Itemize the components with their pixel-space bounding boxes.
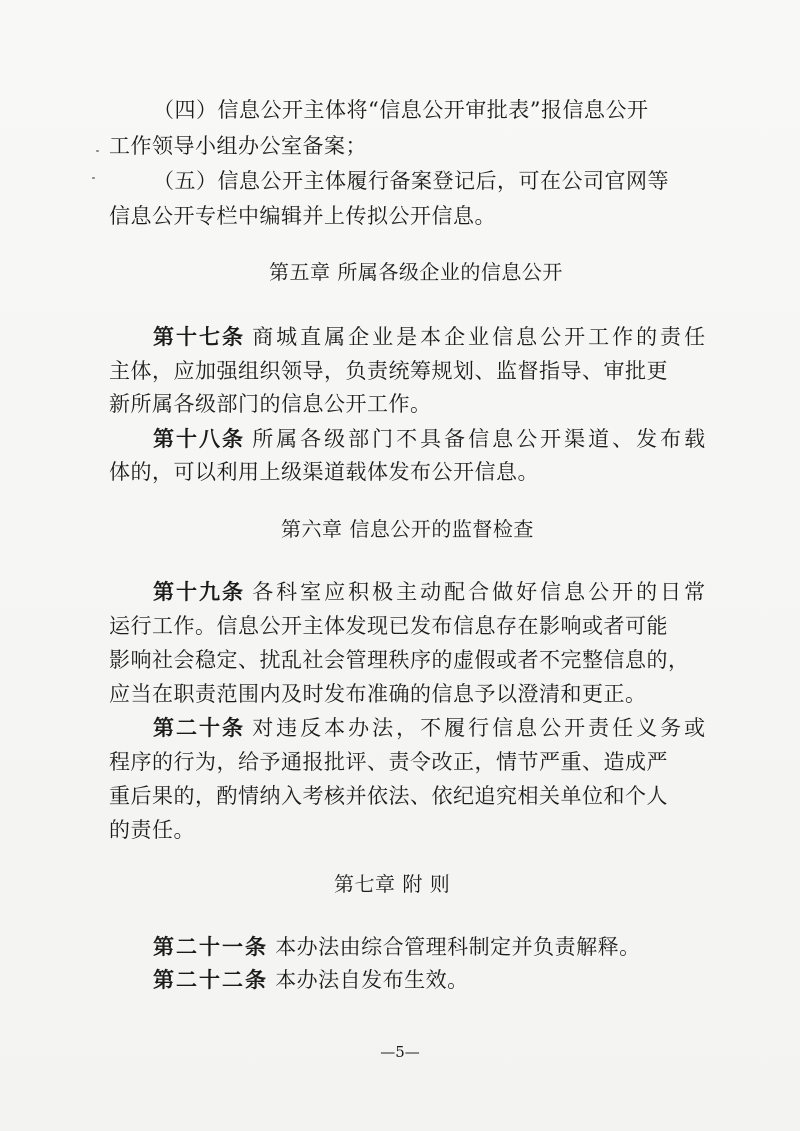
item-5-line-2: 信息公开专栏中编辑并上传拟公开信息。: [109, 204, 496, 228]
item-4-line-1: （四）信息公开主体将“信息公开审批表”报信息公开: [153, 98, 649, 122]
page-number: —5—: [380, 1043, 420, 1061]
article-21-label: 第二十一条: [153, 935, 268, 959]
article-18-line-1: [153, 424, 708, 454]
article-20-text-1: 对违反本办法，不履行信息公开责任义务或: [252, 716, 709, 740]
article-20-line-4: 的责任。: [109, 818, 195, 842]
article-21-text: 本办法由综合管理科制定并负责解释。: [275, 935, 641, 959]
article-22-text: 本办法自发布生效。: [275, 968, 469, 992]
article-19-line-3: 影响社会稳定、扰乱社会管理秩序的虚假或者不完整信息的，: [109, 648, 690, 672]
article-19-line-4: 应当在职责范围内及时发布准确的信息予以澄清和更正。: [109, 682, 647, 706]
article-19-text-1: 各科室应积极主动配合做好信息公开的日常: [252, 580, 709, 604]
article-17-text-1: 商城直属企业是本企业信息公开工作的责任: [252, 325, 709, 349]
chapter-5-heading: 第五章 所属各级企业的信息公开: [269, 260, 563, 284]
article-17-line-1: [153, 322, 708, 352]
article-18-line-2: 体的，可以利用上级渠道载体发布公开信息。: [109, 460, 539, 484]
article-18-label: 第十八条: [153, 427, 245, 451]
article-17-line-3: 新所属各级部门的信息公开工作。: [109, 392, 432, 416]
article-20-line-3: 重后果的，酌情纳入考核并依法、依纪追究相关单位和个人: [109, 784, 668, 808]
article-20-line-1: [153, 713, 708, 743]
item-4-line-2: 工作领导小组办公室备案；: [109, 134, 367, 158]
article-22-label: 第二十二条: [153, 968, 268, 992]
article-19-label: 第十九条: [153, 580, 245, 604]
item-5-line-1: （五）信息公开主体履行备案登记后，可在公司官网等: [153, 169, 669, 193]
article-21-line: [153, 932, 641, 962]
article-18-text-1: 所属各级部门不具备信息公开渠道、发布载: [252, 427, 709, 451]
article-19-line-2: 运行工作。信息公开主体发现已发布信息存在影响或者可能: [109, 614, 668, 638]
article-19-line-1: [153, 577, 708, 607]
article-22-line: [153, 965, 469, 995]
article-20-label: 第二十条: [153, 716, 245, 740]
article-17-line-2: 主体，应加强组织领导，负责统筹规划、监督指导、审批更: [109, 359, 668, 383]
article-20-line-2: 程序的行为，给予通报批评、责令改正，情节严重、造成严: [109, 750, 668, 774]
scan-speck: [92, 177, 95, 179]
chapter-7-heading: 第七章 附 则: [334, 872, 451, 896]
article-17-label: 第十七条: [153, 325, 245, 349]
chapter-6-heading: 第六章 信息公开的监督检查: [281, 517, 534, 541]
scan-speck: [96, 150, 99, 152]
